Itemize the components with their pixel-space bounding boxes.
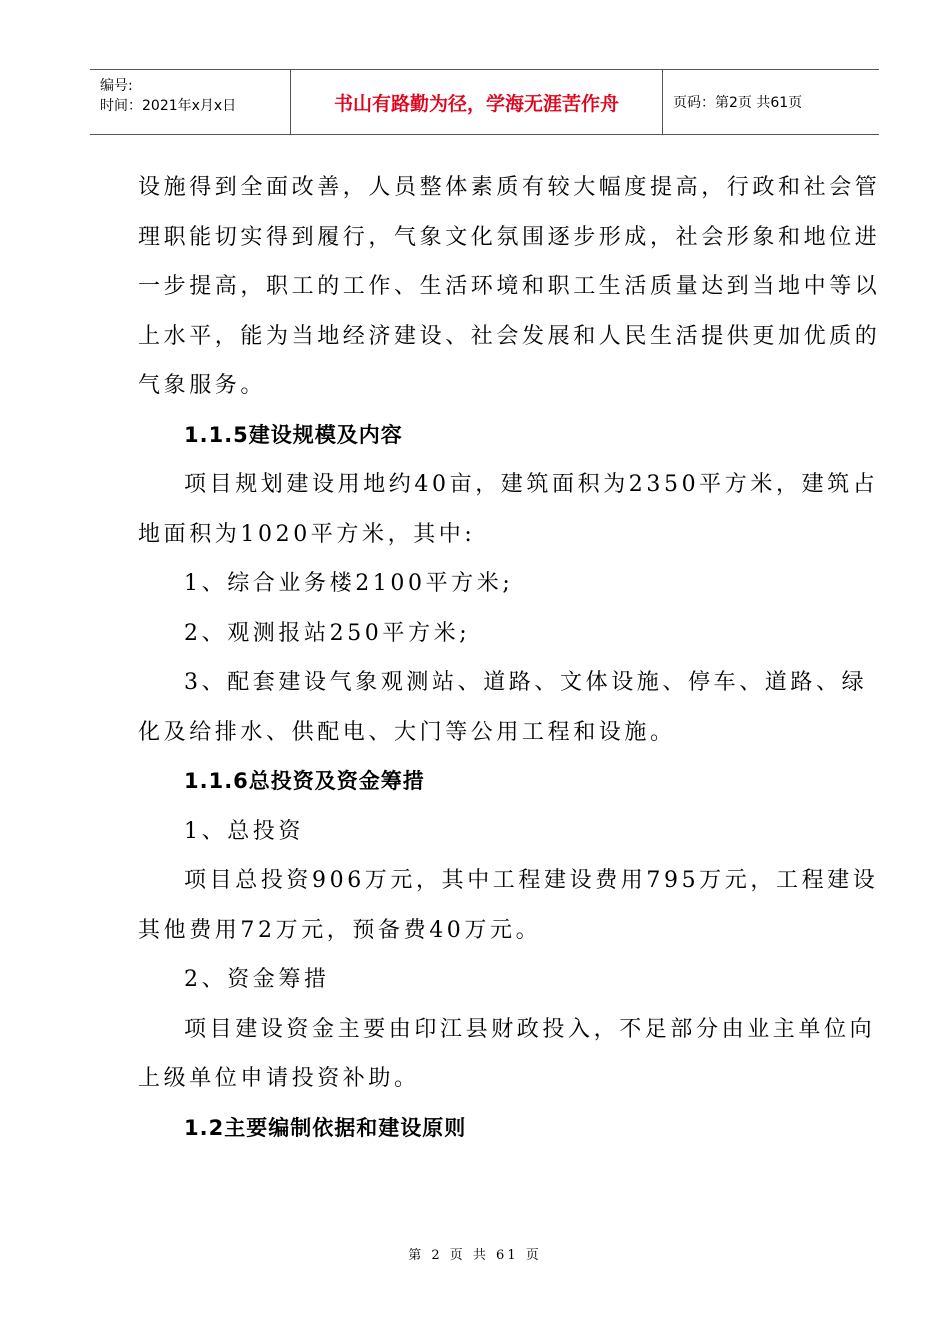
section-heading-1-1-6: 1.1.6总投资及资金筹措 [184,769,425,793]
list-item: 3、配套建设气象观测站、道路、文体设施、停车、道路、绿 [184,670,868,695]
body-line: 项目建设资金主要由印江县财政投入，不足部分由业主单位向 [184,1016,876,1042]
body-line: 化及给排水、供配电、大门等公用工程和设施。 [138,719,676,745]
list-item: 1、综合业务楼2100平方米; [184,571,514,596]
list-item: 2、观测报站250平方米; [184,620,471,646]
body-line: 理职能切实得到履行，气象文化氛围逐步形成，社会形象和地位进 [138,224,881,250]
page-header [90,69,879,135]
subheading: 1、总投资 [184,818,304,844]
document-body [138,163,881,1153]
body-line: 项目规划建设用地约40亩，建筑面积为2350平方米，建筑占 [184,472,879,497]
subheading: 2、资金筹措 [184,967,330,992]
body-line: 项目总投资906万元，其中工程建设费用795万元，工程建设 [184,868,879,893]
body-line: 设施得到全面改善，人员整体素质有较大幅度提高，行政和社会管 [138,175,881,200]
date-label: 时间：2021年x月x日 [100,98,237,114]
code-label: 编号: [100,78,133,94]
header-slogan: 书山有路勤为径，学海无涯苦作舟 [291,70,663,134]
body-line: 一步提高，职工的工作、生活环境和职工生活质量达到当地中等以 [138,274,881,299]
body-line: 上级单位申请投资补助。 [138,1066,420,1091]
body-line: 上水平，能为当地经济建设、社会发展和人民生活提供更加优质的 [138,323,881,349]
body-line: 气象服务。 [138,373,267,398]
body-line: 地面积为1020平方米，其中: [138,521,476,547]
section-heading-1-1-5: 1.1.5建设规模及内容 [184,422,403,447]
header-meta [90,70,291,134]
section-heading-1-2: 1.2主要编制依据和建设原则 [184,1115,467,1140]
header-page-number: 页码：第2页 共61页 [673,95,803,111]
page-footer: 第 2 页 共 61 页 [408,1248,542,1263]
body-line: 其他费用72万元，预备费40万元。 [138,917,542,943]
